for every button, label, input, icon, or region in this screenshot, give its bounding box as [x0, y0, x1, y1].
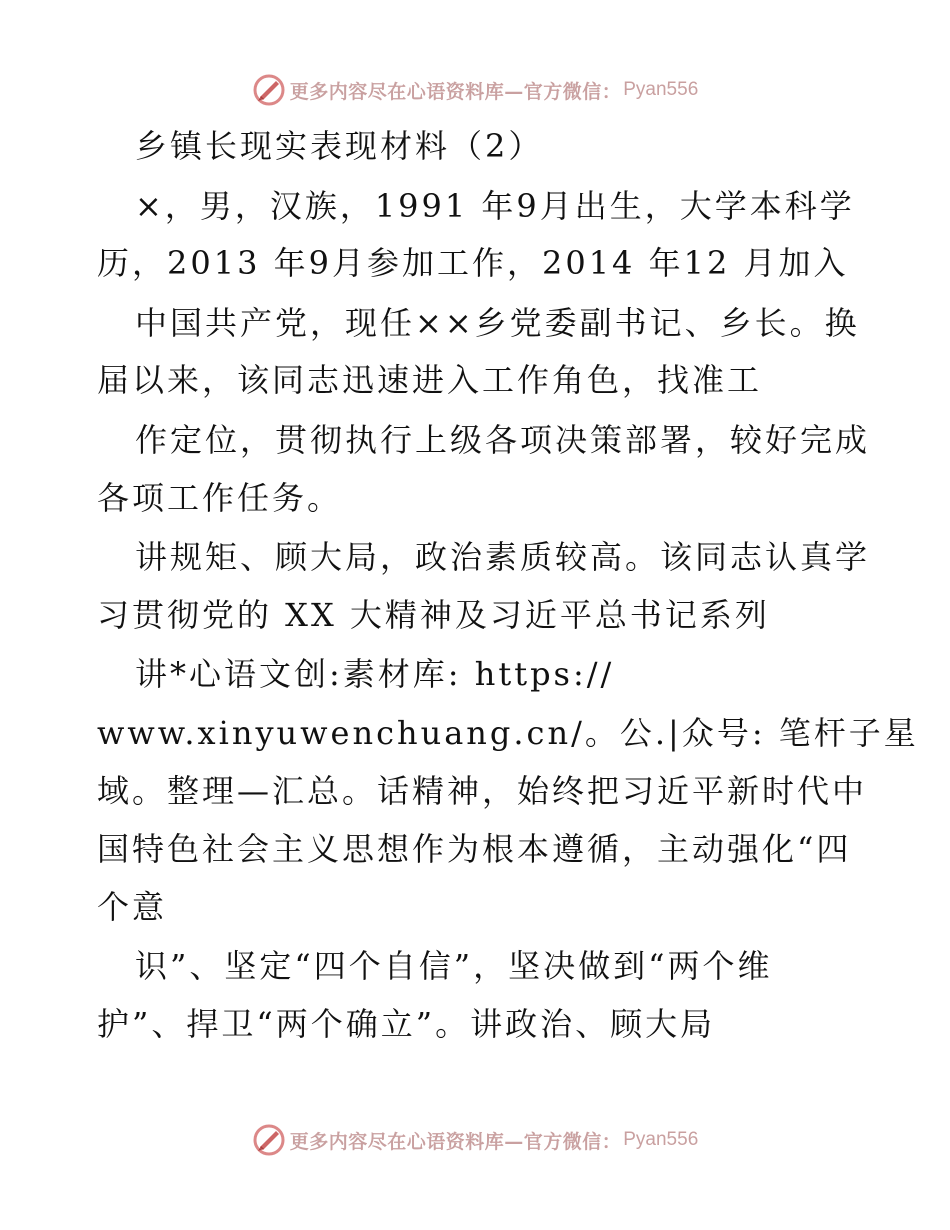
paragraph-line: 识”、坚定“四个自信”，坚决做到“两个维	[135, 947, 773, 985]
paragraph-line: 国特色社会主义思想作为根本遵循，主动强化“四	[97, 830, 852, 868]
pen-logo-icon	[252, 1123, 286, 1157]
paragraph-line: 历，2013 年9月参加工作，2014 年12 月加入	[97, 244, 849, 282]
paragraph-line: 届以来，该同志迅速进入工作角色，找准工	[97, 361, 763, 399]
paragraph-line: 个意	[97, 888, 168, 926]
header-watermark-id: Pyan556	[623, 79, 699, 100]
header-watermark-text: 更多内容尽在心语资料库—官方微信：	[289, 80, 622, 103]
paragraph-line: 讲规矩、顾大局，政治素质较高。该同志认真学	[135, 538, 871, 576]
paragraph-line: 域。整理—汇总。话精神，始终把习近平新时代中	[97, 772, 868, 810]
paragraph-line: 习贯彻党的 XX 大精神及习近平总书记系列	[97, 596, 770, 634]
paragraph-line: 中国共产党，现任××乡党委副书记、乡长。换	[135, 304, 860, 342]
paragraph-line: 作定位，贯彻执行上级各项决策部署，较好完成	[135, 421, 871, 459]
paragraph-line: 各项工作任务。	[97, 479, 343, 517]
paragraph-line: 护”、捍卫“两个确立”。讲政治、顾大局	[97, 1005, 716, 1043]
paragraph-line: ×，男，汉族，1991 年9月出生，大学本科学	[135, 187, 855, 225]
footer-watermark-text: 更多内容尽在心语资料库—官方微信：	[289, 1130, 622, 1153]
paragraph-line: www.xinyuwenchuang.cn/。公.|众号: 笔杆子星	[97, 714, 919, 752]
doc-title: 乡镇长现实表现材料（2）	[135, 127, 544, 165]
footer-watermark	[0, 1120, 950, 1160]
paragraph-line: 讲*心语文创:素材库: https://	[135, 655, 615, 693]
footer-watermark-id: Pyan556	[623, 1129, 699, 1150]
